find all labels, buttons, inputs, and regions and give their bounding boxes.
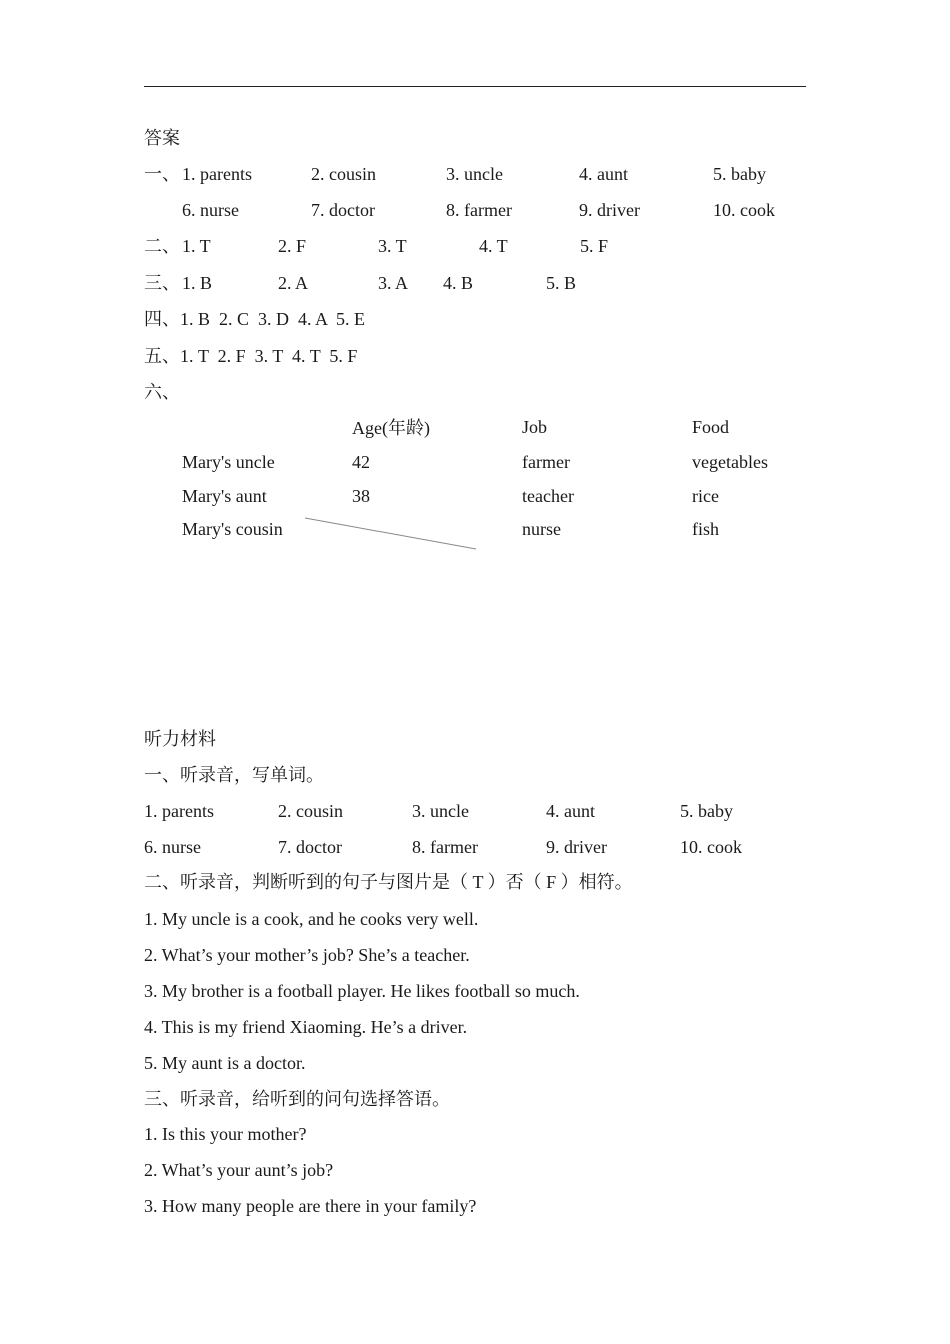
listening-sentence: 3. My brother is a football player. He likes football so much. [144, 981, 580, 1001]
answer-item: 10. cook [713, 200, 775, 220]
listening-word: 8. farmer [412, 837, 478, 857]
listening-p3-heading: 三、听录音，给听到的问句选择答语。 [144, 1089, 450, 1109]
table-row-food: fish [692, 519, 719, 539]
answer-item: 2. F [278, 236, 307, 256]
table-row-age: 42 [352, 452, 370, 472]
listening-sentence: 2. What’s your mother’s job? She’s a teacher. [144, 945, 470, 965]
answer-item: 5. baby [713, 164, 766, 184]
listening-question: 3. How many people are there in your family? [144, 1196, 477, 1216]
table-header-job: Job [522, 417, 548, 437]
table-header-food: Food [692, 417, 730, 437]
listening-word: 7. doctor [278, 837, 342, 857]
listening-word: 10. cook [680, 837, 742, 857]
answer-item: 4. B [443, 273, 474, 293]
listening-title: 听力材料 [144, 729, 216, 749]
listening-word: 3. uncle [412, 801, 469, 821]
answer-item: 2. A [278, 273, 309, 293]
answer-item: 5. F [580, 236, 609, 256]
listening-word: 6. nurse [144, 837, 201, 857]
listening-p1-heading: 一、听录音，写单词。 [144, 765, 324, 785]
listening-word: 9. driver [546, 837, 607, 857]
listening-question: 2. What’s your aunt’s job? [144, 1160, 334, 1180]
table-row-job: farmer [522, 452, 570, 472]
table-row-job: teacher [522, 486, 574, 506]
answer-s5: 五、1. T 2. F 3. T 4. T 5. F [144, 346, 358, 366]
listening-word: 5. baby [680, 801, 733, 821]
answer-item: 9. driver [579, 200, 640, 220]
header-rule [144, 86, 806, 87]
answer-item: 1. parents [182, 164, 252, 184]
table-row-food: vegetables [692, 452, 768, 472]
answer-item: 4. T [479, 236, 508, 256]
answer-s6-prefix: 六、 [144, 382, 180, 402]
listening-p2-heading: 二、听录音，判断听到的句子与图片是（ T ）否（ F ）相符。 [144, 872, 633, 892]
answer-item: 1. T [182, 236, 211, 256]
answer-item: 2. cousin [311, 164, 376, 184]
listening-sentence: 5. My aunt is a doctor. [144, 1053, 306, 1073]
answer-s1-prefix: 一、 [144, 164, 180, 184]
listening-word: 4. aunt [546, 801, 595, 821]
table-row-name: Mary's uncle [182, 452, 275, 472]
answers-title: 答案 [144, 128, 180, 148]
listening-word: 2. cousin [278, 801, 343, 821]
listening-word: 1. parents [144, 801, 214, 821]
answer-s4: 四、1. B 2. C 3. D 4. A 5. E [144, 309, 366, 329]
answer-item: 3. uncle [446, 164, 503, 184]
answer-item: 3. T [378, 236, 407, 256]
answer-s3-prefix: 三、 [144, 273, 180, 293]
answer-item: 3. A [378, 273, 409, 293]
table-row-name: Mary's cousin [182, 519, 283, 539]
table-row-job: nurse [522, 519, 561, 539]
table-row-food: rice [692, 486, 719, 506]
table-diagonal-line [300, 512, 480, 554]
table-header-age: Age(年龄) [352, 418, 430, 438]
table-row-name: Mary's aunt [182, 486, 267, 506]
answer-item: 7. doctor [311, 200, 375, 220]
answer-item: 8. farmer [446, 200, 512, 220]
answer-s2-prefix: 二、 [144, 236, 180, 256]
answer-item: 1. B [182, 273, 213, 293]
answer-item: 4. aunt [579, 164, 628, 184]
answer-item: 6. nurse [182, 200, 239, 220]
table-row-age: 38 [352, 486, 370, 506]
listening-question: 1. Is this your mother? [144, 1124, 307, 1144]
answer-item: 5. B [546, 273, 577, 293]
listening-sentence: 4. This is my friend Xiaoming. He’s a driver. [144, 1017, 468, 1037]
listening-sentence: 1. My uncle is a cook, and he cooks very well. [144, 909, 479, 929]
